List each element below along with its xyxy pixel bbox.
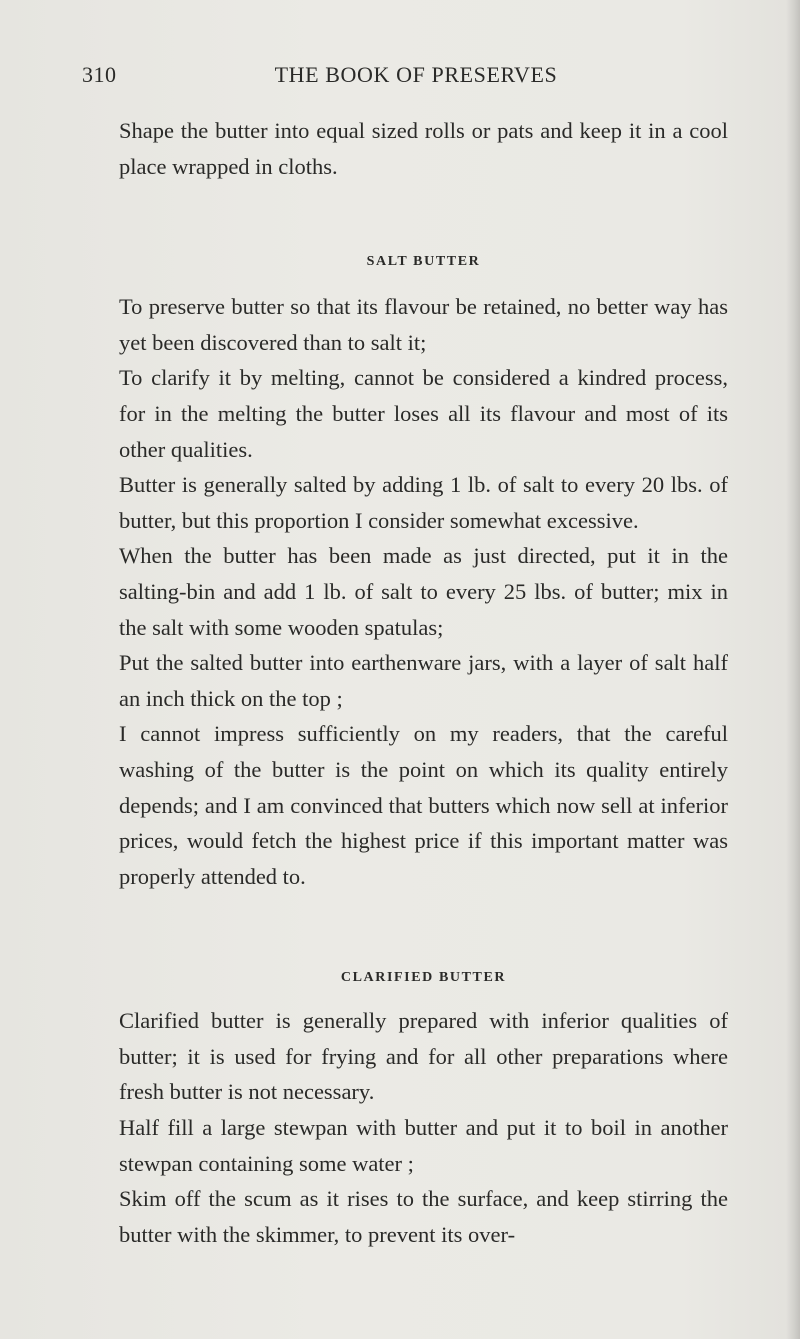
page-number: 310 bbox=[82, 62, 117, 87]
paragraph: Skim off the scum as it rises to the surface, and keep stirring the butter with the skimmer, to prevent its over- bbox=[119, 1186, 728, 1247]
paragraph: Clarified butter is generally prepared with inferior qualities of butter; it is used for frying and for all other preparations where fresh butter is not necessary. bbox=[119, 1008, 728, 1105]
page-edge-shadow bbox=[786, 0, 800, 1339]
paragraph: Shape the butter into equal sized rolls or pats and keep it in a cool place wrapped in cloths. bbox=[119, 118, 728, 179]
paragraph: I cannot impress sufficiently on my readers, that the careful washing of the butter is the point on which its quality entirely depends; and I am convinced that butters which now sell at inferior prices, would fetch the highest price if this important matter was properly attended to. bbox=[119, 721, 728, 889]
paragraph: To clarify it by melting, cannot be considered a kindred process, for in the melting the butter loses all its flavour and most of its other qualities. bbox=[119, 365, 728, 462]
running-title: THE BOOK OF PRESERVES bbox=[274, 62, 558, 87]
paragraph: To preserve butter so that its flavour be retained, no better way has yet been discovered than to salt it; bbox=[119, 294, 728, 355]
section-heading-salt-butter: SALT BUTTER bbox=[366, 254, 481, 270]
paragraph: Put the salted butter into earthenware jars, with a layer of salt half an inch thick on the top ; bbox=[119, 650, 728, 711]
page-body bbox=[119, 113, 728, 1252]
paragraph: Butter is generally salted by adding 1 lb. of salt to every 20 lbs. of butter, but this proportion I consider somewhat excessive. bbox=[119, 472, 728, 533]
paragraph: When the butter has been made as just directed, put it in the salting-bin and add 1 lb. of salt to every 25 lbs. of butter; mix in the salt with some wooden spatulas; bbox=[119, 543, 728, 640]
section-heading-clarified-butter: CLARIFIED BUTTER bbox=[340, 970, 507, 986]
paragraph: Half fill a large stewpan with butter and put it to boil in another stewpan containing some water ; bbox=[119, 1115, 728, 1176]
page-header bbox=[82, 62, 750, 102]
